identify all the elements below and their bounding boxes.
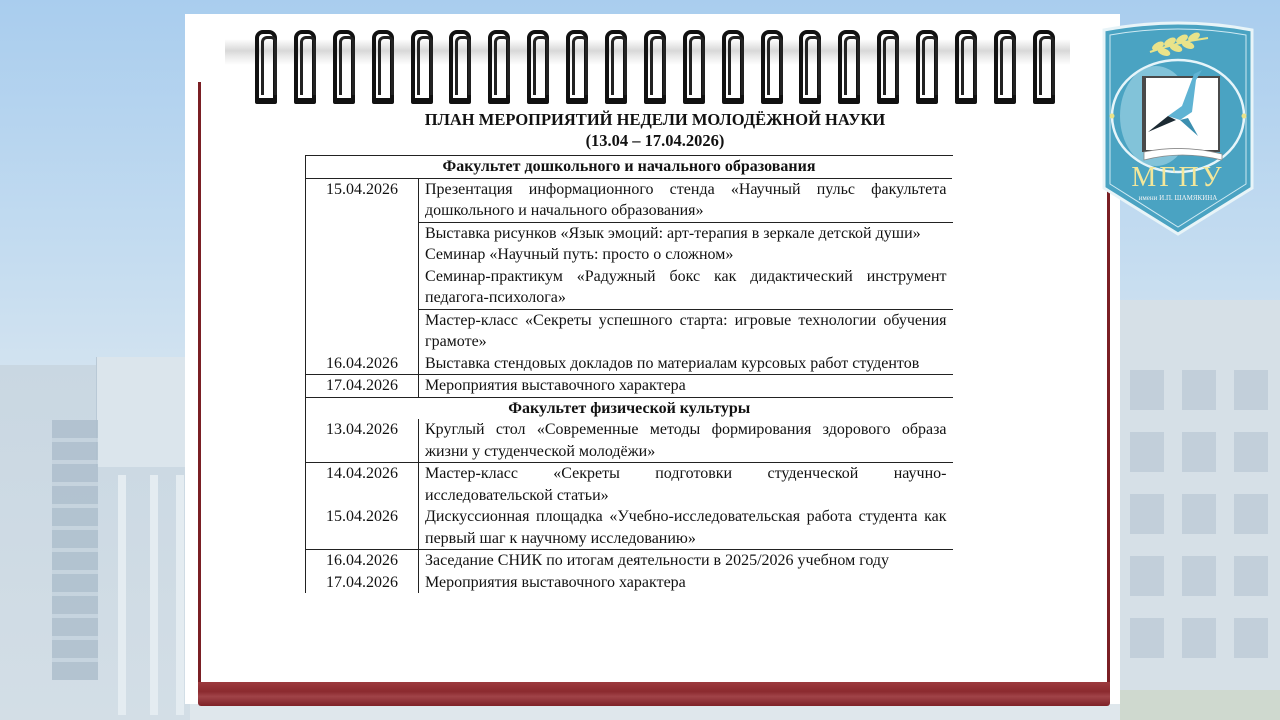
document-title — [305, 109, 1005, 151]
event-date: 16.04.2026 — [306, 353, 419, 375]
spiral-ring-icon — [797, 30, 819, 98]
building-column — [118, 475, 126, 715]
background-building-left — [0, 365, 190, 720]
event-date: 17.04.2026 — [306, 572, 419, 594]
faculty-header-row — [306, 156, 953, 179]
notebook-page — [185, 14, 1120, 704]
event-date: 14.04.2026 — [306, 463, 419, 507]
event-description: Дискуссионная площадка «Учебно-исследовательская работа студента как первый шаг к научному исследованию» — [425, 508, 947, 547]
spiral-ring-icon — [953, 30, 975, 98]
spiral-ring-icon — [914, 30, 936, 98]
table-row — [306, 572, 953, 594]
spiral-ring-icon — [875, 30, 897, 98]
event-description: Круглый стол «Современные методы формирования здорового образа жизни у студенческой молодёжи» — [425, 421, 947, 460]
notebook-edge-left — [198, 82, 201, 687]
spiral-ring-icon — [447, 30, 469, 98]
background-ground — [1120, 690, 1280, 720]
event-date: 16.04.2026 — [306, 550, 419, 572]
spiral-ring-icon — [331, 30, 353, 98]
event-date — [306, 244, 419, 266]
spiral-ring-icon — [836, 30, 858, 98]
spiral-ring-icon — [564, 30, 586, 98]
table-row — [306, 309, 953, 353]
event-date: 13.04.2026 — [306, 419, 419, 463]
building-tower — [96, 357, 188, 467]
background-building-right — [1120, 300, 1280, 690]
table-row — [306, 419, 953, 463]
spiral-ring-icon — [486, 30, 508, 98]
table-row — [306, 506, 953, 550]
building-column — [150, 475, 158, 715]
table-row — [306, 375, 953, 398]
spiral-ring-icon — [720, 30, 742, 98]
event-date — [306, 309, 419, 353]
faculty-header-row — [306, 397, 953, 419]
event-date: 17.04.2026 — [306, 375, 419, 398]
event-description: Презентация информационного стенда «Научный пульс факультета дошкольного и начального образования» — [419, 178, 953, 222]
spiral-ring-icon — [992, 30, 1014, 98]
event-date — [306, 222, 419, 244]
faculty-name: Факультет дошкольного и начального образования — [306, 156, 953, 179]
faculty-name: Факультет физической культуры — [306, 397, 953, 419]
event-description: Семинар-практикум «Радужный бокс как дидактический инструмент педагога-психолога» — [425, 267, 947, 306]
building-windows — [52, 420, 98, 680]
spiral-ring-icon — [603, 30, 625, 98]
table-row — [306, 550, 953, 572]
title-line: ПЛАН МЕРОПРИЯТИЙ НЕДЕЛИ МОЛОДЁЖНОЙ НАУКИ — [424, 110, 886, 129]
event-description: Выставка стендовых докладов по материалам курсовых работ студентов — [425, 354, 920, 372]
title-dates: (13.04 – 17.04.2026) — [585, 131, 725, 150]
spiral-ring-icon — [370, 30, 392, 98]
spiral-rings — [253, 30, 1053, 100]
table-row — [306, 222, 953, 244]
event-description: Заседание СНИК по итогам деятельности в 2025/2026 учебном году — [419, 550, 953, 572]
table-row — [306, 178, 953, 222]
event-date — [306, 266, 419, 310]
event-description: Мастер-класс «Секреты успешного старта: игровые технологии обучения грамоте» — [419, 309, 953, 353]
event-description: Мероприятия выставочного характера — [425, 573, 686, 591]
event-description: Мастер-класс «Секреты подготовки студенческой научно-исследовательской статьи» — [419, 463, 953, 507]
event-date: 15.04.2026 — [306, 178, 419, 222]
spiral-ring-icon — [681, 30, 703, 98]
spiral-ring-icon — [409, 30, 431, 98]
building-column — [176, 475, 184, 715]
spiral-ring-icon — [759, 30, 781, 98]
spiral-ring-icon — [642, 30, 664, 98]
event-date: 15.04.2026 — [306, 506, 419, 550]
table-row — [306, 266, 953, 310]
spiral-ring-icon — [1031, 30, 1053, 98]
logo-shield-icon — [1098, 20, 1258, 238]
table-row — [306, 463, 953, 507]
event-description: Мероприятия выставочного характера — [419, 375, 953, 398]
logo-name: МГПУ — [1131, 162, 1225, 193]
table-row — [306, 353, 953, 375]
logo-subtitle: имени И.П. ШАМЯКИНА — [1138, 194, 1218, 202]
spiral-ring-icon — [253, 30, 275, 98]
notebook-cover-bottom — [198, 682, 1110, 706]
table-row — [306, 244, 953, 266]
building-windows — [1130, 370, 1275, 670]
spiral-ring-icon — [525, 30, 547, 98]
university-logo — [1098, 20, 1258, 238]
events-table — [305, 155, 953, 593]
event-description: Семинар «Научный путь: просто о сложном» — [425, 246, 734, 263]
event-description: Выставка рисунков «Язык эмоций: арт-терапия в зеркале детской души» — [419, 222, 953, 244]
spiral-ring-icon — [292, 30, 314, 98]
